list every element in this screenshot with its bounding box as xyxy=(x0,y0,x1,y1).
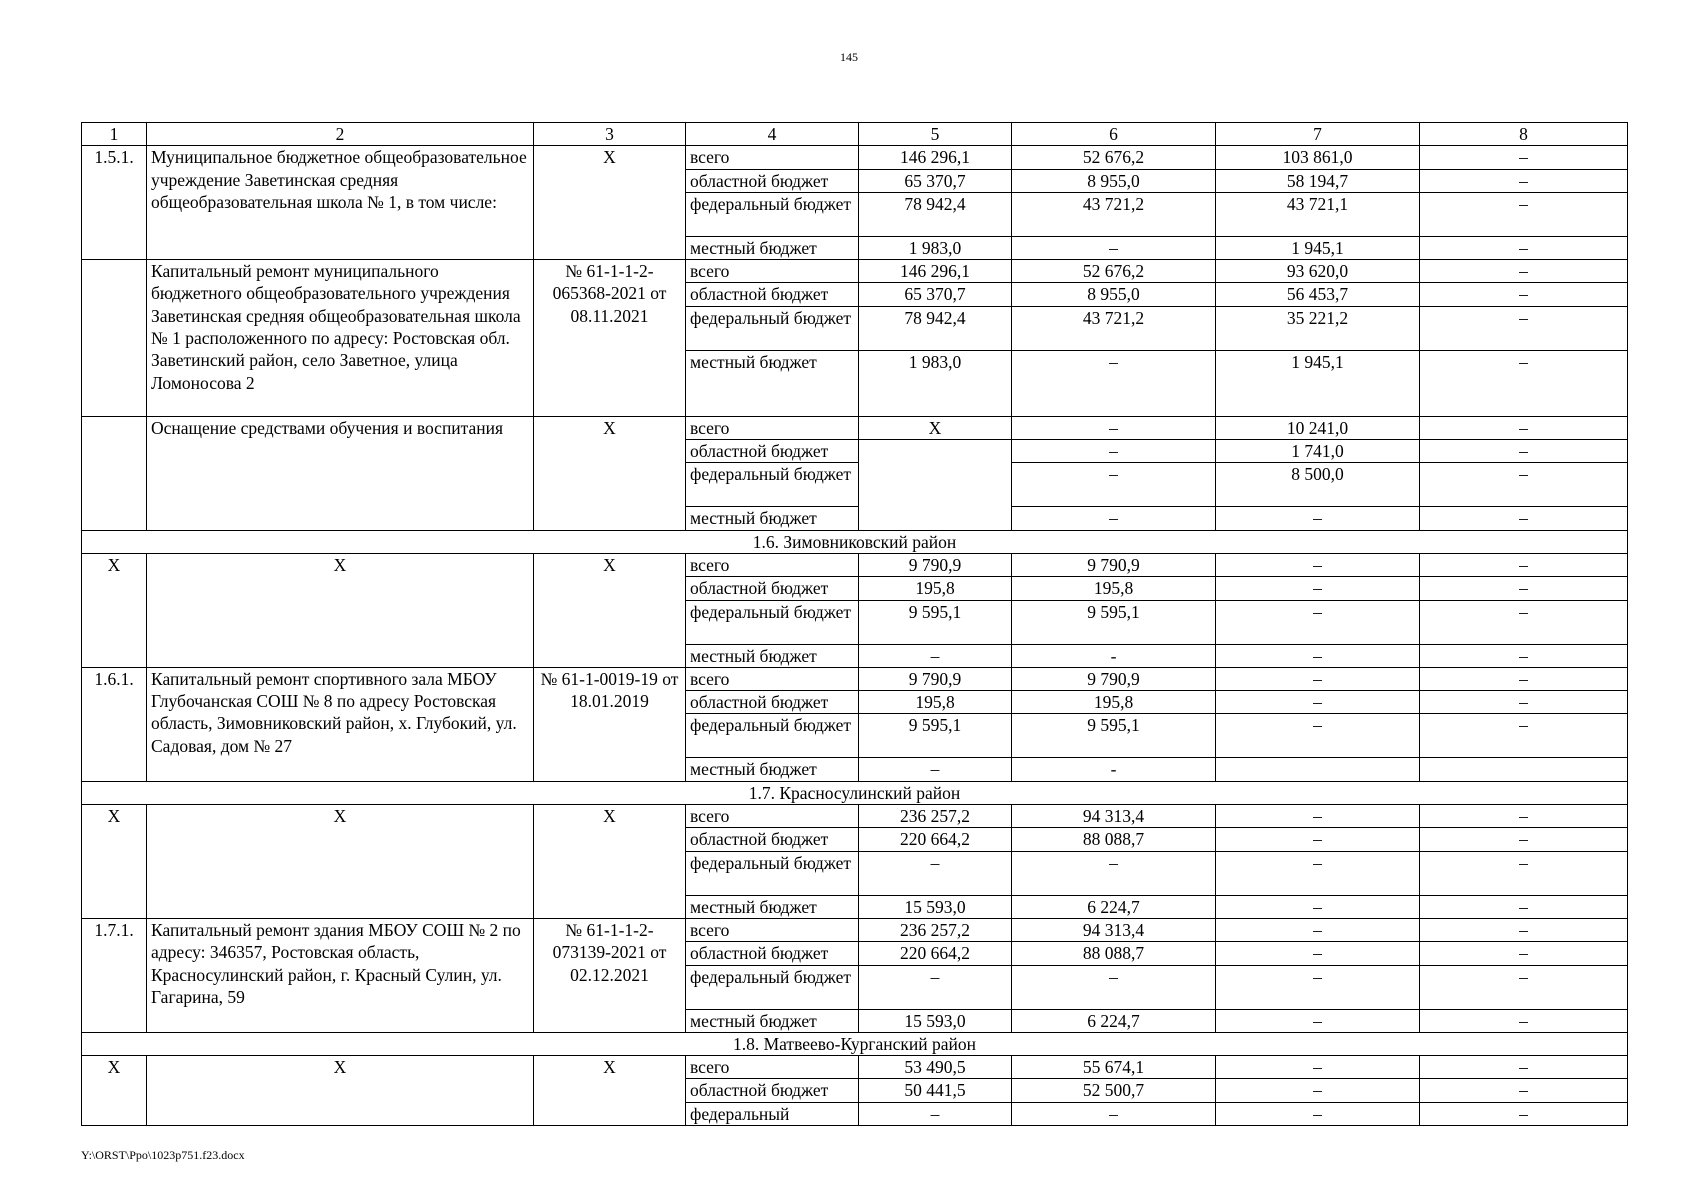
value-col5: 1 983,0 xyxy=(859,350,1012,416)
value-col5: 146 296,1 xyxy=(859,260,1012,283)
value-col8: – xyxy=(1420,965,1628,1009)
value-col6: - xyxy=(1012,644,1216,667)
value-col7: 1 741,0 xyxy=(1216,440,1420,463)
budget-type-label: всего xyxy=(686,1056,859,1079)
value-col5: 236 257,2 xyxy=(859,918,1012,941)
budget-type-label: областной бюджет xyxy=(686,828,859,851)
table-row xyxy=(82,416,1628,439)
value-col7: 103 861,0 xyxy=(1216,146,1420,169)
value-col7: 43 721,1 xyxy=(1216,192,1420,236)
value-col5: Х xyxy=(859,416,1012,439)
value-col5: 65 370,7 xyxy=(859,283,1012,306)
row-number: Х xyxy=(82,805,147,919)
document-ref: Х xyxy=(534,416,686,530)
value-col6: 55 674,1 xyxy=(1012,1056,1216,1079)
document-ref: Х xyxy=(534,553,686,667)
value-col8: – xyxy=(1420,942,1628,965)
footer-file-path: Y:\ORST\Ppo\1023p751.f23.docx xyxy=(81,1148,245,1162)
value-col8: – xyxy=(1420,828,1628,851)
object-name: Оснащение средствами обучения и воспитания xyxy=(147,416,534,530)
value-col6: 43 721,2 xyxy=(1012,306,1216,350)
value-col6: 9 790,9 xyxy=(1012,553,1216,576)
budget-type-label: местный бюджет xyxy=(686,758,859,781)
value-col6: 94 313,4 xyxy=(1012,805,1216,828)
document-ref: Х xyxy=(534,1056,686,1126)
value-col5-empty xyxy=(859,440,1012,531)
budget-type-label: федеральный бюджет xyxy=(686,851,859,895)
table-row xyxy=(82,260,1628,283)
value-col7: – xyxy=(1216,577,1420,600)
budget-type-label: всего xyxy=(686,805,859,828)
value-col6: 88 088,7 xyxy=(1012,828,1216,851)
value-col7: – xyxy=(1216,1079,1420,1102)
value-col6: – xyxy=(1012,236,1216,259)
value-col7: 56 453,7 xyxy=(1216,283,1420,306)
value-col7: – xyxy=(1216,1009,1420,1032)
value-col5: – xyxy=(859,965,1012,1009)
column-header-8: 8 xyxy=(1420,123,1628,146)
value-col8: – xyxy=(1420,1079,1628,1102)
value-col7: – xyxy=(1216,553,1420,576)
table-row xyxy=(82,146,1628,169)
value-col5: 236 257,2 xyxy=(859,805,1012,828)
value-col5: 9 595,1 xyxy=(859,714,1012,758)
object-name: Х xyxy=(147,805,534,919)
value-col6: 52 676,2 xyxy=(1012,260,1216,283)
budget-type-label: всего xyxy=(686,146,859,169)
object-name: Капитальный ремонт спортивного зала МБОУ Глубочанская СОШ № 8 по адресу Ростовская область, Зимовниковский район, х. Глубокий, ул. Садовая, дом № 27 xyxy=(147,667,534,781)
budget-type-label: всего xyxy=(686,667,859,690)
value-col8: – xyxy=(1420,714,1628,758)
row-number xyxy=(82,260,147,417)
section-row xyxy=(82,1032,1628,1055)
value-col6: – xyxy=(1012,965,1216,1009)
budget-type-label: федеральный бюджет xyxy=(686,965,859,1009)
value-col6: 195,8 xyxy=(1012,691,1216,714)
value-col7: – xyxy=(1216,1102,1420,1125)
value-col7: 1 945,1 xyxy=(1216,350,1420,416)
value-col5: 50 441,5 xyxy=(859,1079,1012,1102)
value-col7: – xyxy=(1216,644,1420,667)
budget-type-label: федеральный бюджет xyxy=(686,463,859,507)
section-title: 1.8. Матвеево-Курганский район xyxy=(82,1032,1628,1055)
value-col5: 78 942,4 xyxy=(859,306,1012,350)
object-name: Капитальный ремонт муниципального бюджетного общеобразовательного учреждения Заветинская средняя общеобразовательная школа № 1 расположенного по адресу: Ростовская обл. Заветинский район, село Заветное, улица Ломоносова 2 xyxy=(147,260,534,417)
value-col5: 146 296,1 xyxy=(859,146,1012,169)
value-col8: – xyxy=(1420,169,1628,192)
section-title: 1.7. Красносулинский район xyxy=(82,781,1628,804)
value-col5: 9 790,9 xyxy=(859,667,1012,690)
budget-type-label: федеральный xyxy=(686,1102,859,1125)
value-col8: – xyxy=(1420,667,1628,690)
object-name: Х xyxy=(147,1056,534,1126)
object-name: Капитальный ремонт здания МБОУ СОШ № 2 по адресу: 346357, Ростовская область, Красносулинский район, г. Красный Сулин, ул. Гагарина, 59 xyxy=(147,918,534,1032)
value-col7: – xyxy=(1216,507,1420,530)
value-col7: – xyxy=(1216,600,1420,644)
value-col8: – xyxy=(1420,805,1628,828)
row-number xyxy=(82,416,147,530)
row-number: Х xyxy=(82,1056,147,1126)
table-row xyxy=(82,918,1628,941)
column-header-2: 2 xyxy=(147,123,534,146)
value-col7: – xyxy=(1216,691,1420,714)
budget-type-label: местный бюджет xyxy=(686,350,859,416)
value-col6: – xyxy=(1012,416,1216,439)
value-col7 xyxy=(1216,758,1420,781)
value-col6: 52 500,7 xyxy=(1012,1079,1216,1102)
budget-type-label: областной бюджет xyxy=(686,691,859,714)
budget-type-label: местный бюджет xyxy=(686,236,859,259)
value-col5: 9 595,1 xyxy=(859,600,1012,644)
row-number: 1.7.1. xyxy=(82,918,147,1032)
value-col7: 35 221,2 xyxy=(1216,306,1420,350)
value-col8: – xyxy=(1420,895,1628,918)
value-col6: – xyxy=(1012,507,1216,530)
value-col5: 78 942,4 xyxy=(859,192,1012,236)
document-ref: № 61-1-1-2-073139-2021 от 02.12.2021 xyxy=(534,918,686,1032)
value-col5: 1 983,0 xyxy=(859,236,1012,259)
table-row xyxy=(82,553,1628,576)
budget-type-label: федеральный бюджет xyxy=(686,306,859,350)
value-col6: – xyxy=(1012,1102,1216,1125)
budget-type-label: всего xyxy=(686,260,859,283)
budget-type-label: областной бюджет xyxy=(686,440,859,463)
value-col7: – xyxy=(1216,805,1420,828)
budget-type-label: местный бюджет xyxy=(686,1009,859,1032)
column-header-3: 3 xyxy=(534,123,686,146)
column-header-4: 4 xyxy=(686,123,859,146)
value-col7: 58 194,7 xyxy=(1216,169,1420,192)
value-col6: 94 313,4 xyxy=(1012,918,1216,941)
value-col7: – xyxy=(1216,965,1420,1009)
document-ref: № 61-1-1-2-065368-2021 от 08.11.2021 xyxy=(534,260,686,417)
page-number: 145 xyxy=(840,50,858,64)
budget-type-label: местный бюджет xyxy=(686,895,859,918)
row-number: Х xyxy=(82,553,147,667)
table-header-row xyxy=(82,123,1628,146)
value-col8: – xyxy=(1420,553,1628,576)
value-col8: – xyxy=(1420,644,1628,667)
value-col8: – xyxy=(1420,1056,1628,1079)
value-col7: – xyxy=(1216,942,1420,965)
value-col6: 9 595,1 xyxy=(1012,714,1216,758)
value-col6: 6 224,7 xyxy=(1012,1009,1216,1032)
value-col8 xyxy=(1420,758,1628,781)
value-col5: 220 664,2 xyxy=(859,942,1012,965)
budget-type-label: областной бюджет xyxy=(686,283,859,306)
value-col8: – xyxy=(1420,260,1628,283)
budget-type-label: федеральный бюджет xyxy=(686,714,859,758)
value-col8: – xyxy=(1420,600,1628,644)
column-header-7: 7 xyxy=(1216,123,1420,146)
value-col6: 52 676,2 xyxy=(1012,146,1216,169)
object-name: Х xyxy=(147,553,534,667)
budget-type-label: областной бюджет xyxy=(686,942,859,965)
budget-type-label: местный бюджет xyxy=(686,507,859,530)
value-col8: – xyxy=(1420,1009,1628,1032)
document-ref: Х xyxy=(534,146,686,260)
column-header-1: 1 xyxy=(82,123,147,146)
value-col8: – xyxy=(1420,306,1628,350)
column-header-5: 5 xyxy=(859,123,1012,146)
value-col8: – xyxy=(1420,463,1628,507)
object-name: Муниципальное бюджетное общеобразовательное учреждение Заветинская средняя общеобразовательная школа № 1, в том числе: xyxy=(147,146,534,260)
value-col5: – xyxy=(859,644,1012,667)
value-col6: 195,8 xyxy=(1012,577,1216,600)
value-col5: 15 593,0 xyxy=(859,1009,1012,1032)
value-col7: – xyxy=(1216,1056,1420,1079)
budget-type-label: всего xyxy=(686,416,859,439)
column-header-6: 6 xyxy=(1012,123,1216,146)
section-row xyxy=(82,530,1628,553)
value-col7: – xyxy=(1216,828,1420,851)
value-col6: 9 595,1 xyxy=(1012,600,1216,644)
value-col8: – xyxy=(1420,192,1628,236)
value-col6: – xyxy=(1012,350,1216,416)
value-col7: – xyxy=(1216,714,1420,758)
value-col6: 8 955,0 xyxy=(1012,283,1216,306)
budget-table xyxy=(81,122,1628,1126)
value-col7: – xyxy=(1216,918,1420,941)
budget-type-label: областной бюджет xyxy=(686,169,859,192)
value-col5: 220 664,2 xyxy=(859,828,1012,851)
budget-type-label: всего xyxy=(686,918,859,941)
value-col8: – xyxy=(1420,236,1628,259)
value-col6: – xyxy=(1012,463,1216,507)
section-title: 1.6. Зимовниковский район xyxy=(82,530,1628,553)
value-col8: – xyxy=(1420,416,1628,439)
value-col8: – xyxy=(1420,350,1628,416)
table-row xyxy=(82,805,1628,828)
value-col8: – xyxy=(1420,440,1628,463)
value-col7: 1 945,1 xyxy=(1216,236,1420,259)
value-col8: – xyxy=(1420,1102,1628,1125)
budget-type-label: федеральный бюджет xyxy=(686,600,859,644)
table-row xyxy=(82,1056,1628,1079)
value-col5: 53 490,5 xyxy=(859,1056,1012,1079)
value-col6: - xyxy=(1012,758,1216,781)
value-col8: – xyxy=(1420,146,1628,169)
budget-type-label: областной бюджет xyxy=(686,1079,859,1102)
value-col8: – xyxy=(1420,283,1628,306)
value-col5: – xyxy=(859,1102,1012,1125)
value-col7: – xyxy=(1216,895,1420,918)
document-ref: № 61-1-0019-19 от 18.01.2019 xyxy=(534,667,686,781)
section-row xyxy=(82,781,1628,804)
value-col6: 9 790,9 xyxy=(1012,667,1216,690)
value-col6: 88 088,7 xyxy=(1012,942,1216,965)
value-col7: 93 620,0 xyxy=(1216,260,1420,283)
row-number: 1.5.1. xyxy=(82,146,147,260)
budget-type-label: всего xyxy=(686,553,859,576)
budget-type-label: федеральный бюджет xyxy=(686,192,859,236)
document-ref: Х xyxy=(534,805,686,919)
value-col8: – xyxy=(1420,918,1628,941)
value-col5: 9 790,9 xyxy=(859,553,1012,576)
value-col5: 15 593,0 xyxy=(859,895,1012,918)
row-number: 1.6.1. xyxy=(82,667,147,781)
value-col7: 10 241,0 xyxy=(1216,416,1420,439)
value-col5: – xyxy=(859,758,1012,781)
value-col7: 8 500,0 xyxy=(1216,463,1420,507)
table-row xyxy=(82,667,1628,690)
value-col8: – xyxy=(1420,691,1628,714)
value-col8: – xyxy=(1420,507,1628,530)
value-col5: – xyxy=(859,851,1012,895)
value-col7: – xyxy=(1216,851,1420,895)
value-col8: – xyxy=(1420,577,1628,600)
value-col5: 195,8 xyxy=(859,577,1012,600)
value-col5: 65 370,7 xyxy=(859,169,1012,192)
value-col7: – xyxy=(1216,667,1420,690)
value-col6: 8 955,0 xyxy=(1012,169,1216,192)
value-col5: 195,8 xyxy=(859,691,1012,714)
value-col8: – xyxy=(1420,851,1628,895)
value-col6: – xyxy=(1012,851,1216,895)
budget-type-label: областной бюджет xyxy=(686,577,859,600)
value-col6: – xyxy=(1012,440,1216,463)
budget-type-label: местный бюджет xyxy=(686,644,859,667)
value-col6: 6 224,7 xyxy=(1012,895,1216,918)
value-col6: 43 721,2 xyxy=(1012,192,1216,236)
